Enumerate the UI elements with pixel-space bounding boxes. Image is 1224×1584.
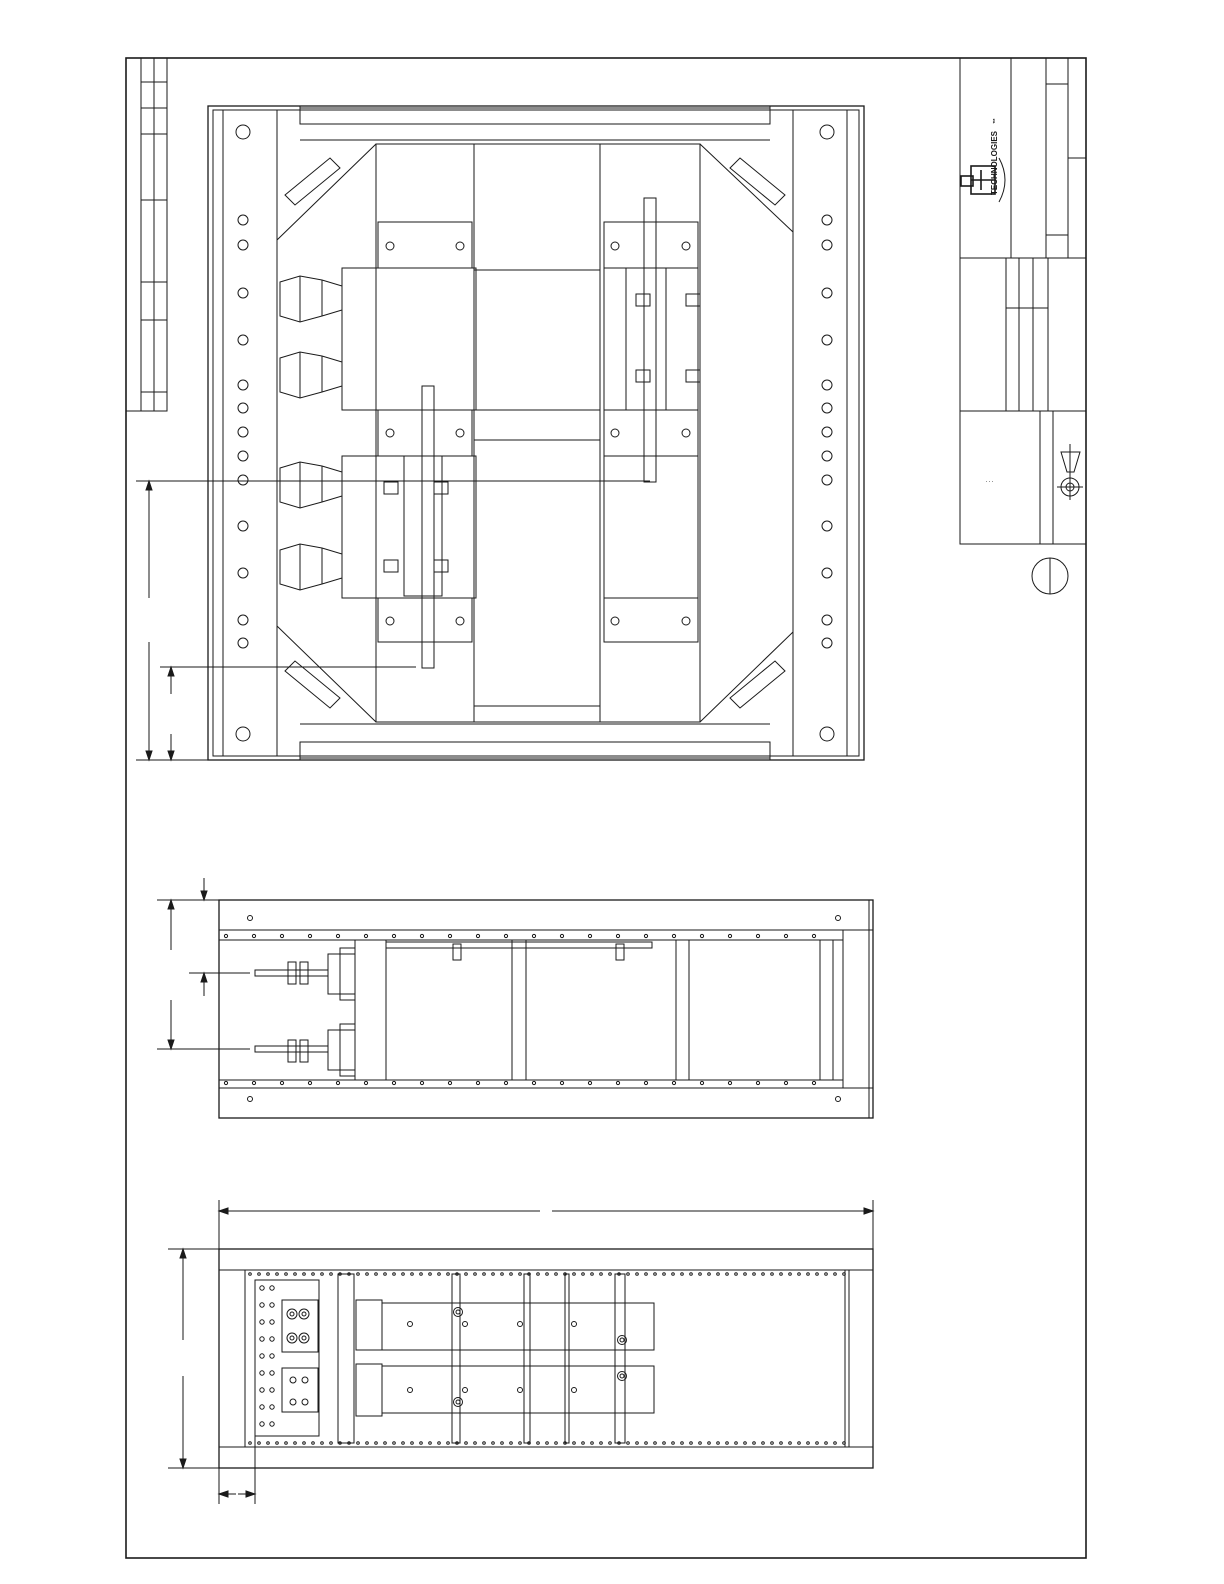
rivet	[252, 934, 255, 937]
front-view-holes	[224, 916, 840, 1102]
rivet	[420, 1081, 423, 1084]
mounting-hole	[302, 1312, 306, 1316]
rivet	[537, 1273, 540, 1276]
rivet	[700, 1081, 703, 1084]
rivet	[476, 1081, 479, 1084]
mounting-hole	[820, 125, 834, 139]
rivet	[448, 1081, 451, 1084]
company-name: TECHNOLOGIES	[990, 130, 999, 195]
side-view-dimensions	[168, 1200, 873, 1504]
mounting-hole	[299, 1333, 309, 1343]
mounting-hole	[248, 916, 253, 921]
rivet	[588, 1081, 591, 1084]
rivet	[663, 1273, 666, 1276]
mounting-hole	[836, 916, 841, 921]
mounting-hole	[270, 1354, 274, 1358]
rivet	[616, 1081, 619, 1084]
rivet	[644, 1081, 647, 1084]
revision-strip	[126, 58, 167, 411]
rivet	[560, 1081, 563, 1084]
rivet	[600, 1442, 603, 1445]
front-view-dimensions	[157, 878, 250, 1049]
mounting-hole	[822, 475, 832, 485]
side-view	[219, 1249, 873, 1468]
mounting-hole	[238, 568, 248, 578]
rivet	[285, 1273, 288, 1276]
mounting-hole	[456, 429, 464, 437]
rivet	[249, 1442, 252, 1445]
rivet	[784, 934, 787, 937]
rivet	[753, 1273, 756, 1276]
rivet	[312, 1273, 315, 1276]
rivet	[392, 934, 395, 937]
mounting-hole	[260, 1371, 264, 1375]
rivet	[609, 1442, 612, 1445]
rivet	[447, 1273, 450, 1276]
rivet	[224, 1081, 227, 1084]
mounting-hole	[611, 617, 619, 625]
rivet	[573, 1442, 576, 1445]
rivet	[588, 934, 591, 937]
rivet	[816, 1273, 819, 1276]
rivet	[504, 1081, 507, 1084]
front-view	[219, 900, 873, 1118]
mounting-hole	[299, 1309, 309, 1319]
rivet	[728, 1081, 731, 1084]
rivet	[645, 1442, 648, 1445]
rivet	[546, 1273, 549, 1276]
rivet	[717, 1273, 720, 1276]
rivet	[402, 1273, 405, 1276]
rivet	[510, 1442, 513, 1445]
cable-connectors	[280, 276, 342, 590]
rivet	[384, 1273, 387, 1276]
mounting-hole	[820, 727, 834, 741]
rivet	[699, 1273, 702, 1276]
mounting-hole	[238, 240, 248, 250]
rivet	[375, 1273, 378, 1276]
rivet	[492, 1273, 495, 1276]
rivet	[303, 1442, 306, 1445]
rivet	[627, 1442, 630, 1445]
rivet	[690, 1273, 693, 1276]
rivet	[276, 1273, 279, 1276]
rivet	[756, 1081, 759, 1084]
rivet	[280, 934, 283, 937]
mounting-hole	[822, 380, 832, 390]
rivet	[519, 1442, 522, 1445]
rivet	[582, 1273, 585, 1276]
rivet	[364, 934, 367, 937]
rivet	[771, 1273, 774, 1276]
mounting-hole	[290, 1399, 296, 1405]
sheet-border	[126, 58, 1086, 1558]
mounting-hole	[456, 1310, 460, 1314]
rivet	[717, 1442, 720, 1445]
title-block	[960, 58, 1086, 544]
mounting-hole	[238, 380, 248, 390]
rivet	[438, 1442, 441, 1445]
mounting-hole	[822, 335, 832, 345]
mounting-hole	[290, 1377, 296, 1383]
mounting-hole	[260, 1286, 264, 1290]
mounting-hole	[456, 1400, 460, 1404]
rivet	[294, 1442, 297, 1445]
rivet	[429, 1442, 432, 1445]
rivet	[834, 1273, 837, 1276]
mounting-hole	[386, 617, 394, 625]
rivet	[600, 1273, 603, 1276]
rivet	[825, 1273, 828, 1276]
mounting-hole	[302, 1336, 306, 1340]
mounting-hole	[822, 638, 832, 648]
rivet	[690, 1442, 693, 1445]
rivet	[672, 934, 675, 937]
mounting-hole	[270, 1422, 274, 1426]
mounting-hole	[238, 638, 248, 648]
rivet	[812, 934, 815, 937]
rivet	[798, 1442, 801, 1445]
mounting-hole	[260, 1422, 264, 1426]
rivet	[364, 1081, 367, 1084]
rivet	[504, 934, 507, 937]
rivet	[267, 1273, 270, 1276]
mounting-hole	[620, 1338, 624, 1342]
rivet	[357, 1273, 360, 1276]
rivet	[560, 934, 563, 937]
mounting-hole	[290, 1336, 294, 1340]
mounting-hole	[822, 451, 832, 461]
rivet	[384, 1442, 387, 1445]
rivet	[555, 1273, 558, 1276]
revision-circle	[1032, 558, 1068, 594]
rivet	[762, 1273, 765, 1276]
mounting-hole	[822, 403, 832, 413]
rivet	[411, 1273, 414, 1276]
rivet	[303, 1273, 306, 1276]
rivet	[735, 1273, 738, 1276]
mounting-hole	[822, 427, 832, 437]
rivet	[726, 1273, 729, 1276]
mounting-hole	[822, 240, 832, 250]
rivet	[780, 1273, 783, 1276]
rivet	[681, 1442, 684, 1445]
rivet	[258, 1442, 261, 1445]
rivet	[330, 1273, 333, 1276]
mounting-hole	[822, 521, 832, 531]
rivet	[357, 1442, 360, 1445]
rivet	[308, 1081, 311, 1084]
mounting-hole	[270, 1371, 274, 1375]
mounting-hole	[260, 1337, 264, 1341]
rivet	[708, 1442, 711, 1445]
mounting-hole	[238, 288, 248, 298]
mounting-hole	[572, 1322, 577, 1327]
mounting-hole	[386, 242, 394, 250]
rivet	[681, 1273, 684, 1276]
rivet	[699, 1442, 702, 1445]
rivet	[784, 1081, 787, 1084]
bus-bar-bolts	[384, 294, 700, 572]
rivet	[616, 934, 619, 937]
rivet	[252, 1081, 255, 1084]
mounting-hole	[456, 617, 464, 625]
rivet	[807, 1273, 810, 1276]
rivet	[330, 1442, 333, 1445]
rivet	[267, 1442, 270, 1445]
mounting-hole	[238, 521, 248, 531]
mounting-hole	[260, 1354, 264, 1358]
rivet	[807, 1442, 810, 1445]
rivet	[532, 934, 535, 937]
rivet	[582, 1442, 585, 1445]
rivet	[402, 1442, 405, 1445]
rivet	[465, 1273, 468, 1276]
rivet	[375, 1442, 378, 1445]
rivet	[420, 934, 423, 937]
mounting-hole	[238, 475, 248, 485]
mounting-hole	[287, 1333, 297, 1343]
rivet	[636, 1442, 639, 1445]
mounting-hole	[456, 242, 464, 250]
mounting-hole	[518, 1388, 523, 1393]
rivet	[483, 1442, 486, 1445]
mounting-hole	[611, 242, 619, 250]
rivet	[654, 1442, 657, 1445]
mounting-hole	[260, 1303, 264, 1307]
mounting-hole	[822, 615, 832, 625]
mounting-hole	[238, 615, 248, 625]
rivet	[834, 1442, 837, 1445]
mounting-hole	[682, 429, 690, 437]
rivet	[672, 1081, 675, 1084]
rivet	[501, 1442, 504, 1445]
mounting-hole	[572, 1388, 577, 1393]
mounting-hole	[386, 429, 394, 437]
rivet	[312, 1442, 315, 1445]
mounting-hole	[682, 617, 690, 625]
mounting-hole	[302, 1399, 308, 1405]
mounting-hole	[236, 727, 250, 741]
rivet	[627, 1273, 630, 1276]
rivet	[249, 1273, 252, 1276]
rivet	[393, 1273, 396, 1276]
rivet	[392, 1081, 395, 1084]
rivet	[735, 1442, 738, 1445]
rivet	[591, 1273, 594, 1276]
rivet	[532, 1081, 535, 1084]
mounting-hole	[518, 1322, 523, 1327]
rivet	[573, 1273, 576, 1276]
rivet	[843, 1273, 846, 1276]
rivet	[420, 1273, 423, 1276]
rivet	[474, 1273, 477, 1276]
rivet	[812, 1081, 815, 1084]
rivet	[728, 934, 731, 937]
mounting-hole	[270, 1388, 274, 1392]
rivet	[591, 1442, 594, 1445]
rivet	[546, 1442, 549, 1445]
rivet	[448, 934, 451, 937]
mounting-hole	[270, 1286, 274, 1290]
mounting-hole	[260, 1405, 264, 1409]
rivet	[780, 1442, 783, 1445]
rivet	[258, 1273, 261, 1276]
rivet	[438, 1273, 441, 1276]
rivet	[654, 1273, 657, 1276]
rivet	[825, 1442, 828, 1445]
rivet	[744, 1273, 747, 1276]
mounting-hole	[260, 1388, 264, 1392]
mounting-hole	[260, 1320, 264, 1324]
rivet	[411, 1442, 414, 1445]
rivet	[519, 1273, 522, 1276]
rivet	[308, 934, 311, 937]
projection-symbol	[1057, 444, 1083, 500]
mounting-hole	[238, 451, 248, 461]
rivet	[492, 1442, 495, 1445]
rivet	[501, 1273, 504, 1276]
rivet	[224, 934, 227, 937]
rivet	[537, 1442, 540, 1445]
mounting-hole	[238, 427, 248, 437]
rivet	[843, 1442, 846, 1445]
rivet	[555, 1442, 558, 1445]
rivet	[672, 1273, 675, 1276]
rivet	[816, 1442, 819, 1445]
mounting-hole	[236, 125, 250, 139]
rivet	[708, 1273, 711, 1276]
mounting-hole	[270, 1337, 274, 1341]
mounting-hole	[454, 1398, 463, 1407]
rivet	[744, 1442, 747, 1445]
rivet	[420, 1442, 423, 1445]
rivet	[789, 1273, 792, 1276]
rivet	[700, 934, 703, 937]
mounting-hole	[270, 1320, 274, 1324]
rivet	[336, 934, 339, 937]
rivet	[510, 1273, 513, 1276]
rivet	[483, 1273, 486, 1276]
rivet	[321, 1442, 324, 1445]
rivet	[285, 1442, 288, 1445]
rivet	[447, 1442, 450, 1445]
mounting-hole	[287, 1309, 297, 1319]
rivet	[294, 1273, 297, 1276]
rivet	[336, 1081, 339, 1084]
rivet	[798, 1273, 801, 1276]
rivet	[476, 934, 479, 937]
rivet	[465, 1442, 468, 1445]
rivet	[672, 1442, 675, 1445]
rivet	[280, 1081, 283, 1084]
rivet	[726, 1442, 729, 1445]
mounting-hole	[302, 1377, 308, 1383]
mounting-hole	[836, 1097, 841, 1102]
rivet	[644, 934, 647, 937]
rivet	[366, 1273, 369, 1276]
title-block-note: ...	[985, 478, 995, 484]
mounting-hole	[270, 1303, 274, 1307]
rivet	[393, 1442, 396, 1445]
rivet	[756, 934, 759, 937]
mounting-hole	[463, 1322, 468, 1327]
rivet	[609, 1273, 612, 1276]
rivet	[663, 1442, 666, 1445]
mounting-hole	[408, 1322, 413, 1327]
mounting-hole	[238, 335, 248, 345]
mounting-hole	[463, 1388, 468, 1393]
top-view-mounting-holes	[236, 125, 834, 741]
mounting-hole	[290, 1312, 294, 1316]
mounting-hole	[248, 1097, 253, 1102]
rivet	[366, 1442, 369, 1445]
top-view	[208, 106, 864, 760]
rivet	[762, 1442, 765, 1445]
mounting-hole	[822, 288, 832, 298]
rivet	[645, 1273, 648, 1276]
mounting-hole	[408, 1388, 413, 1393]
mounting-hole	[611, 429, 619, 437]
mounting-hole	[822, 568, 832, 578]
rivet	[474, 1442, 477, 1445]
mounting-hole	[682, 242, 690, 250]
mounting-hole	[620, 1374, 624, 1378]
rivet	[771, 1442, 774, 1445]
rivet	[753, 1442, 756, 1445]
rivet	[636, 1273, 639, 1276]
mounting-hole	[270, 1405, 274, 1409]
mounting-hole	[822, 215, 832, 225]
rivet	[321, 1273, 324, 1276]
rivet	[429, 1273, 432, 1276]
mounting-hole	[454, 1308, 463, 1317]
rivet	[789, 1442, 792, 1445]
mounting-hole	[238, 403, 248, 413]
rivet	[276, 1442, 279, 1445]
mounting-hole	[238, 215, 248, 225]
trademark-mark: ™	[993, 118, 999, 124]
